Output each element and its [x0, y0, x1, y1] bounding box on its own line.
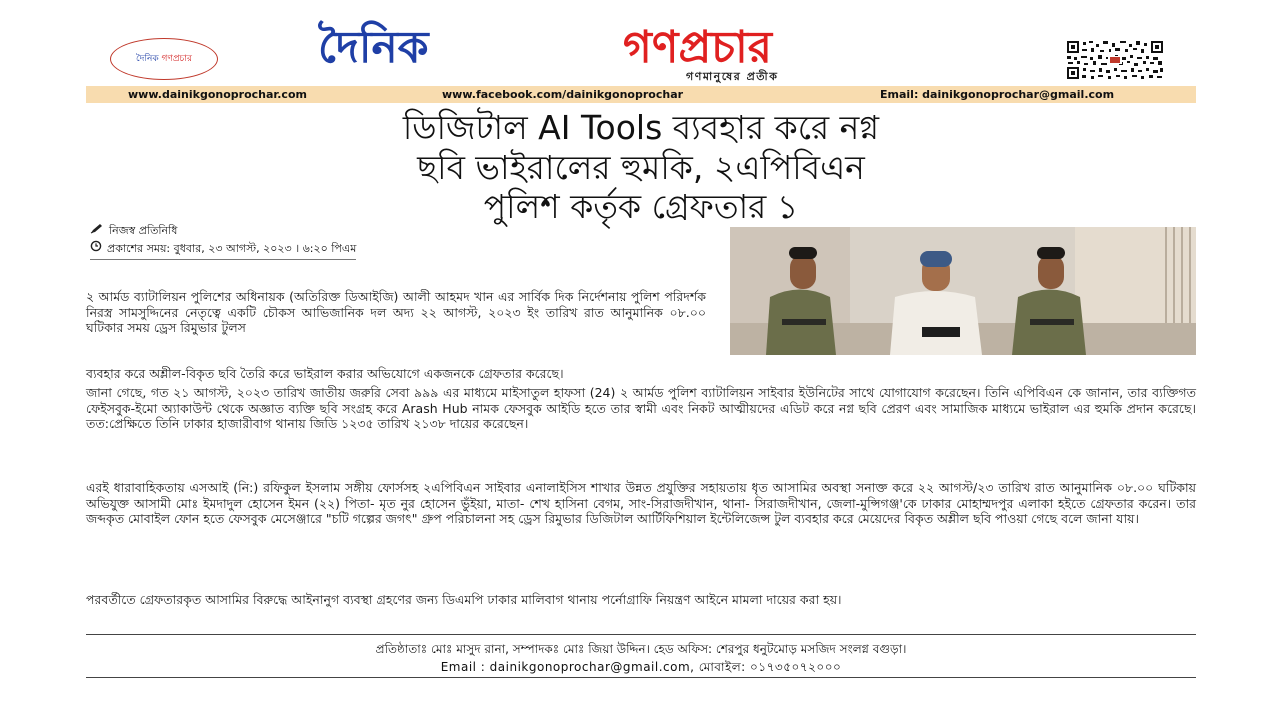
article-byline [90, 222, 356, 260]
byline-author: নিজস্ব প্রতিনিধি [109, 224, 178, 237]
article-paragraph: ব্যবহার করে অশ্লীল-বিকৃত ছবি তৈরি করে ভাইরাল করার অভিযোগে একজনকে গ্রেফতার করেছে। [86, 366, 564, 381]
article-paragraph: পরবর্তীতে গ্রেফতারকৃত আসামির বিরুদ্ধে আইনানুগ ব্যবস্থা গ্রহণের জন্য ডিএমপি ঢাকার মালিবাগ থানায় পর্নোগ্রাফি নিয়ন্ত্রণ আইনে মামলা দায়ের করা হয়। [86, 592, 842, 607]
publish-time: প্রকাশের সময়: বুধবার, ২৩ আগস্ট, ২০২৩ । ৬:২০ পিএম [107, 242, 357, 255]
article-photo [730, 227, 1196, 355]
newspaper-logo [110, 38, 218, 80]
website-link[interactable]: www.dainikgonoprochar.com [128, 88, 307, 101]
footer-top-rule [86, 634, 1196, 635]
headline-line: ছবি ভাইরালের হুমকি, ২এপিবিএন [417, 147, 865, 187]
logo-text-red: গণপ্রচার [161, 53, 192, 64]
email-link[interactable]: Email: dainikgonoprochar@gmail.com [880, 88, 1115, 101]
qr-code-icon [1065, 40, 1165, 80]
footer-contact: Email : dainikgonoprochar@gmail.com, মোবাইল: ০১৭৩৫০৭২০০০ [440, 660, 842, 674]
footer-bottom-rule [86, 677, 1196, 678]
article-paragraph: এরই ধারাবাহিকতায় এসআই (নি:) রফিকুল ইসলাম সঙ্গীয় ফোর্সসহ ২এপিবিএন সাইবার এনালাইসিস শাখার উন্নত প্রযুক্তির সহায়তায় ধৃত আসামির অবস্থা সনাক্ত করে ২২ আগস্ট/২৩ তারিখ রাত আনুমানিক ০৮.০০ ঘটিকায় অভিযুক্ত আসামী মোঃ ইমদাদুল হোসেন ইমন (২২) পিতা- মৃত নুর হোসেন ভুঁইয়া, মাতা- শেখ হাসিনা বেগম, সাং-সিরাজদীখান, থানা- সিরাজদীখান, জেলা-মুন্সিগঞ্জ'কে ঢাকার মোহাম্মদপুর এলাকা হইতে গ্রেফতার করেন। তার জব্দকৃত মোবাইল ফোন হতে ফেসবুক মেসেঞ্জারে "চটি গল্পের জগৎ" গ্রুপ পরিচালনা সহ ড্রেস রিমুভার ডিজিটাল আর্টিফিশিয়াল ইন্টেলিজেন্স টুল ব্যবহার করে মেয়েদের বিকৃত অশ্লীল ছবি পাওয়া গেছে বলে জানা যায়। [86, 480, 1196, 526]
headline-line: পুলিশ কর্তৃক গ্রেফতার ১ [483, 187, 799, 227]
article-paragraph: জানা গেছে, গত ২১ আগস্ট, ২০২৩ তারিখ জাতীয় জরুরি সেবা ৯৯৯ এর মাধ্যমে মাইসাতুল হাফসা (24) ২ আর্মড পুলিশ ব্যাটালিয়ন সাইবার ইউনিটের সাথে যোগাযোগ করেছেন। তিনি এপিবিএন কে জানান, তার ব্যক্তিগত ফেইসবুক-ইমো অ্যাকাউন্ট থেকে অজ্ঞাত ব্যক্তি ছবি সংগ্রহ করে Arash Hub নামক ফেসবুক আইডি হতে তার স্বামী এবং নিকট আত্মীয়দের এডিট করে নগ্ন ছবি প্রেরণ এবং সামাজিক মাধ্যমে ভাইরাল এর হুমকি প্রদান করেছে। তত:প্রেক্ষিতে তিনি ঢাকার হাজারীবাগ থানায় জিডি ১২৩৫ তারিখ ২১৩৮ দায়ের করেছেন। [86, 385, 1196, 431]
article-headline [86, 108, 1196, 227]
masthead-link-bar [86, 86, 1196, 103]
masthead-tagline: গণমানুষের প্রতীক [686, 70, 779, 83]
footer-publisher: প্রতিষ্ঠাতাঃ মোঃ মাসুদ রানা, সম্পাদকঃ মোঃ জিয়া উদ্দিন। হেড অফিস: শেরপুর ধনুটমোড় মসজিদ সংলগ্ন বগুড়া। [375, 642, 907, 656]
clock-icon [90, 240, 102, 258]
logo-text-blue: দৈনিক [136, 53, 162, 64]
headline-line: ডিজিটাল AI Tools ব্যবহার করে নগ্ন [402, 108, 880, 147]
page-footer [86, 640, 1196, 676]
article-paragraph: ২ আর্মড ব্যাটালিয়ন পুলিশের অধিনায়ক (অতিরিক্ত ডিআইজি) আলী আহমদ খান এর সার্বিক দিক নির্দেশনায় পুলিশ পরিদর্শক নিরস্ত্র সামসুদ্দিনের নেতৃত্বে একটি চৌকস আভিজানিক দল অদ্য ২২ আগস্ট, ২০২৩ ইং তারিখ রাত আনুমানিক ০৮.০০ ঘটিকার সময় ড্রেস রিমুভার টুলস [86, 289, 706, 335]
masthead-title-blue: দৈনিক [318, 22, 429, 73]
pen-icon [90, 222, 104, 240]
facebook-link[interactable]: www.facebook.com/dainikgonoprochar [442, 88, 684, 101]
logo-text [136, 55, 192, 64]
masthead-title-red: গণপ্রচার [623, 22, 772, 73]
